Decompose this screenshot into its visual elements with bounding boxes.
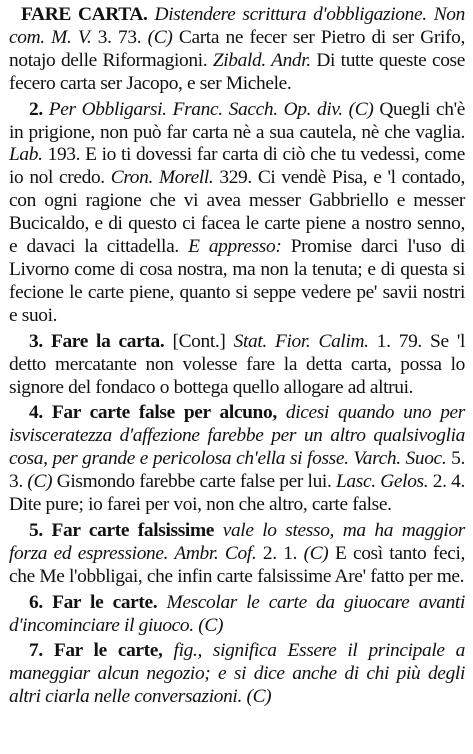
entry-text: 5. 3. bbox=[9, 448, 466, 493]
entry-text: [Cont.] bbox=[164, 330, 234, 352]
entry-italic-text: Stat. Fior. Calim. bbox=[233, 330, 369, 352]
entry-italic-text: Per Obbligarsi. Franc. Sacch. Op. div. bbox=[42, 98, 343, 120]
entry-text: 1. 79. Se 'l detto mercatante non volesse fare la detta carta, possa lo signore del fondaco o bottega quello allogare ad altrui. bbox=[9, 330, 465, 398]
entry-italic-text: Lab. bbox=[9, 144, 43, 166]
entry-italic-text: Lasc. Gelos. bbox=[335, 471, 429, 493]
entry-italic-text: Cron. Morell. bbox=[110, 167, 214, 189]
entry-term: 3. Fare la carta. bbox=[29, 330, 165, 352]
entry-term: FARE CARTA. bbox=[21, 4, 148, 25]
entry-subsense-2 bbox=[9, 331, 465, 400]
entry-subsense-3 bbox=[9, 402, 465, 517]
entry-subsense-1 bbox=[9, 99, 465, 328]
entry-italic-text: (C) bbox=[27, 471, 53, 493]
entry-text: E così tanto feci, che Me l'obbligai, che infin carte falsissime Are' fatto per me. bbox=[9, 542, 465, 587]
entry-italic-text: (C) bbox=[246, 686, 272, 708]
entry-italic-text: E appresso: bbox=[188, 236, 282, 258]
entry-text: Quegli ch'è in prigione, non può far carta nè a sua cautela, nè che vaglia. bbox=[9, 98, 465, 143]
entry-italic-text: dicesi quando uno per isvisceratezza d'affezione farebbe per un altro qualsivoglia cosa, per grande e pericolosa ch'ella si fosse. Varch. Suoc. bbox=[9, 402, 465, 470]
entry-italic-text: Distendere scrittura d'obbligazione. bbox=[147, 4, 427, 25]
entry-term: 4. Far carte false per alcuno, bbox=[29, 402, 277, 424]
entry-term: 2. bbox=[29, 98, 43, 120]
entry-italic-text: Zibald. Andr. bbox=[212, 49, 311, 71]
entry-text: 2. 4. Dite pure; io farei per voi, non che altro, carte false. bbox=[9, 471, 465, 516]
entry-text: Carta ne fecer ser Pietro di ser Grifo, notajo delle Riformagioni. bbox=[9, 26, 466, 71]
entry-italic-text: (C) bbox=[303, 542, 329, 564]
entry-subsense-5 bbox=[9, 592, 465, 638]
entry-term: 6. Far le carte. bbox=[29, 591, 158, 613]
entry-subsense-6 bbox=[9, 640, 465, 709]
entry-text: 2. 1. bbox=[256, 542, 304, 564]
entry-italic-text: (C) bbox=[348, 98, 374, 120]
entry-italic-text: (C) bbox=[147, 26, 173, 48]
entry-term: 5. Far carte falsissime bbox=[29, 519, 215, 541]
entry-italic-text: vale lo stesso, ma ha maggior forza ed espressione. Ambr. Cof. bbox=[9, 519, 465, 564]
entry-text: Promise darci l'uso di Livorno come di cosa nostra, ma non la tenuta; e di questa si fecione le carte piene, quanto si seppe vedere pe' savii nostri e suoi. bbox=[9, 236, 465, 326]
entry-term: 7. Far le carte, bbox=[29, 640, 163, 662]
entry-text: 329. Ci vendè Pisa, e 'l contado, con ogni ragione che vi avea messer Gabbriello e messer Bucicaldo, e di questo ci facea le carte piene a nostro senno, e davaci la cittadella. bbox=[9, 167, 465, 258]
entry-italic-text: fig., significa Essere il principale a maneggiar alcun negozio; e si dice anche di chi più degli altri ciarla nelle conversazioni. bbox=[9, 640, 465, 708]
entry-headword bbox=[9, 4, 465, 96]
entry-italic-text: Mescolar le carte da giuocare avanti d'incominciare il giuoco. bbox=[9, 591, 465, 636]
entry-text: Gismondo farebbe carte false per lui. bbox=[52, 471, 336, 493]
entry-text: Di tutte queste cose fecero carta ser Jacopo, e ser Michele. bbox=[9, 49, 466, 94]
entry-text: 3. 73. bbox=[91, 26, 148, 48]
entry-italic-text: Non com. M. V. bbox=[9, 4, 465, 48]
entry-text: 193. E io ti dovessi far carta di ciò che tu vedessi, come io nol credo. bbox=[9, 144, 465, 189]
entry-subsense-4 bbox=[9, 520, 465, 589]
entry-italic-text: (C) bbox=[198, 614, 224, 636]
